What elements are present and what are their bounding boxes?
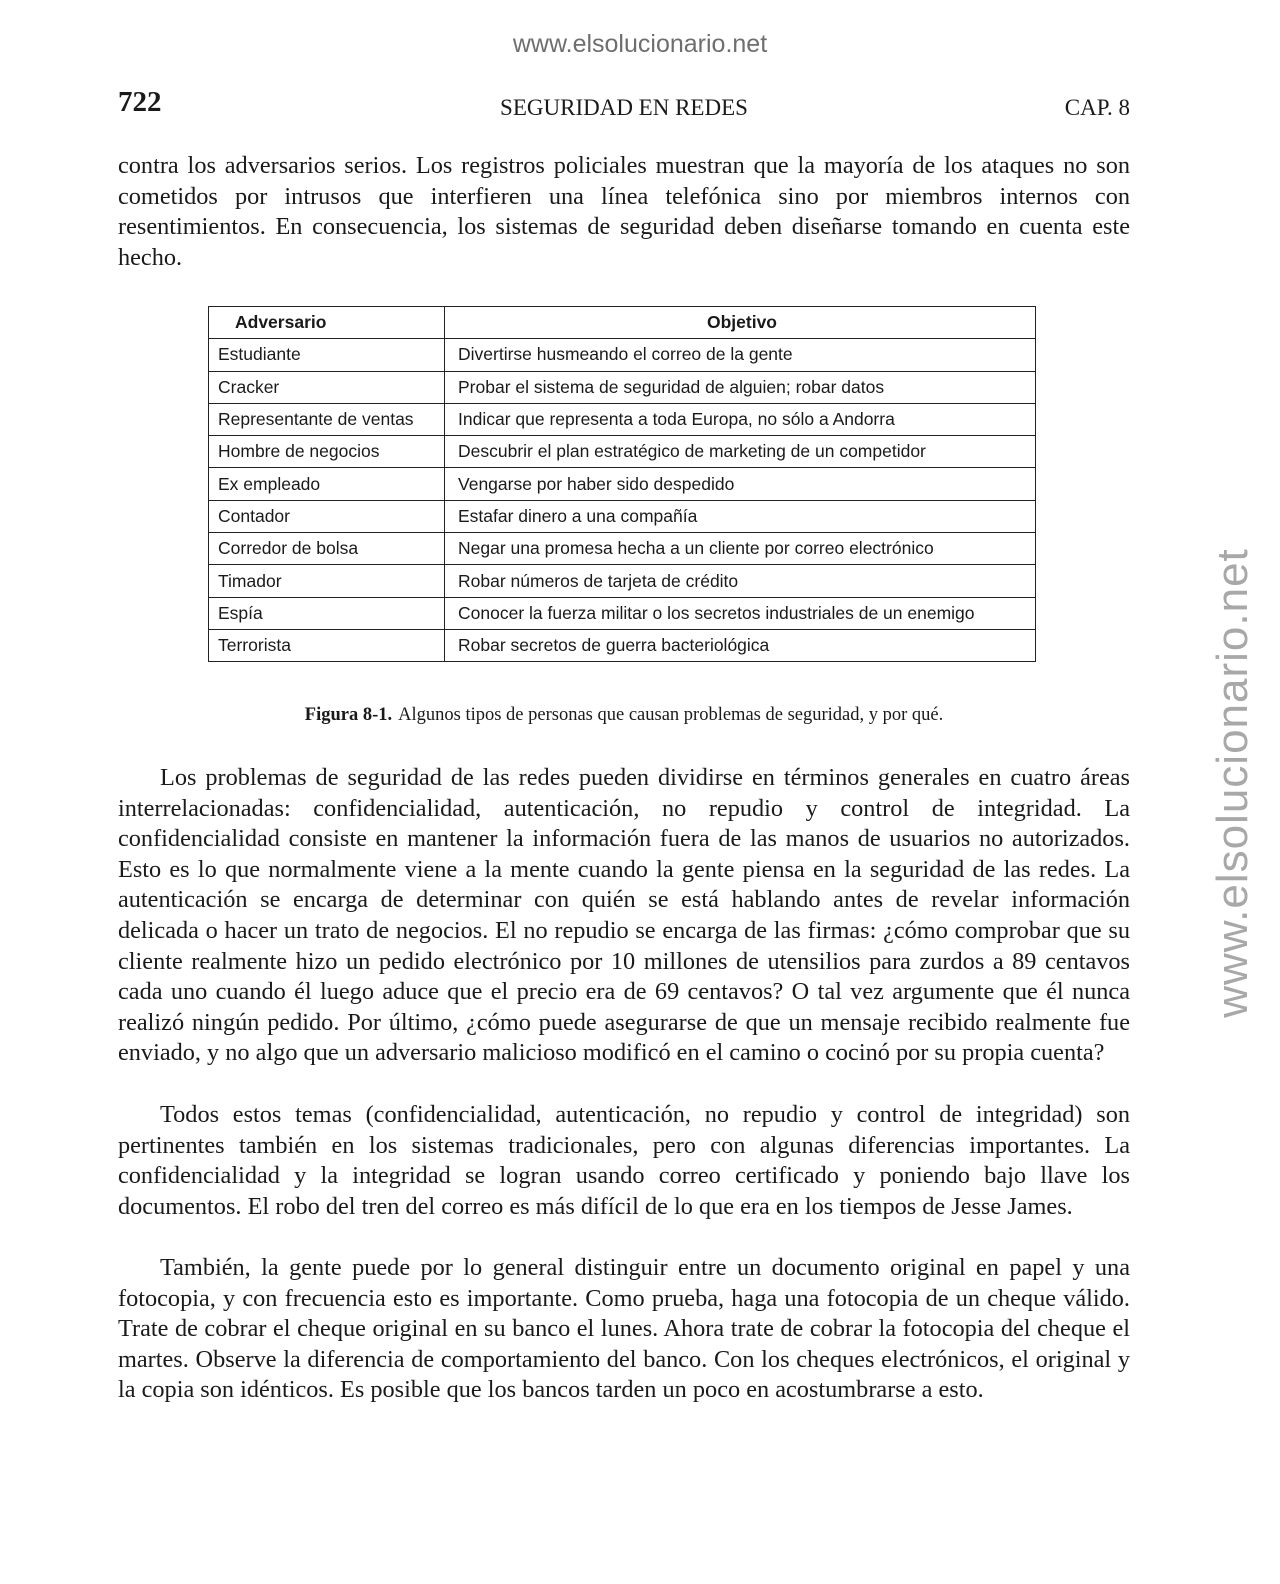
table-cell-adversary: Ex empleado: [209, 468, 445, 500]
table-cell-objective: Robar secretos de guerra bacteriológica: [445, 629, 1036, 661]
paragraph-traditional-systems: Todos estos temas (confidencialidad, autenticación, no repudio y control de integridad) son pertinentes también en los sistemas tradicionales, pero con algunas diferencias importantes. La confidencialidad y la integridad se logran usando correo certificado y poniendo bajo llave los documentos. El robo del tren del correo es más difícil de lo que era en los tiempos de Jesse James.: [118, 1101, 1130, 1220]
table-row: [209, 629, 1036, 661]
table-header-row: [209, 307, 1036, 339]
table-cell-adversary: Terrorista: [209, 629, 445, 661]
watermark-side: www.elsolucionario.net: [1208, 548, 1257, 1018]
table-cell-objective: Probar el sistema de seguridad de alguien; robar datos: [445, 371, 1036, 403]
table-cell-objective: Descubrir el plan estratégico de marketing de un competidor: [445, 436, 1036, 468]
table-row: [209, 339, 1036, 371]
chapter-label: CAP. 8: [1064, 95, 1130, 120]
table-cell-objective: Estafar dinero a una compañía: [445, 500, 1036, 532]
paragraph-intro: contra los adversarios serios. Los registros policiales muestran que la mayoría de los ataques no son cometidos por intrusos que interfieren una línea telefónica sino por miembros internos con resentimientos. En consecuencia, los sistemas de seguridad deben diseñarse tomando en cuenta este hecho.: [118, 152, 1130, 271]
table-row: [209, 565, 1036, 597]
table-cell-objective: Divertirse husmeando el correo de la gente: [445, 339, 1036, 371]
paragraph-original-vs-copy: También, la gente puede por lo general distinguir entre un documento original en papel y una fotocopia, y con frecuencia esto es importante. Como prueba, haga una fotocopia de un cheque válido. Trate de cobrar el cheque original en su banco el lunes. Ahora trate de cobrar la fotocopia del cheque el martes. Observe la diferencia de comportamiento del banco. Con los cheques electrónicos, el original y la copia son idénticos. Es posible que los bancos tarden un poco en acostumbrarse a esto.: [118, 1254, 1130, 1404]
paragraph-security-areas: Los problemas de seguridad de las redes pueden dividirse en términos generales en cuatro áreas interrelacionadas: confidencialidad, autenticación, no repudio y control de integridad. La confidencialidad consiste en mantener la información fuera de las manos de usuarios no autorizados. Esto es lo que normalmente viene a la mente cuando la gente piensa en la seguridad de las redes. La autenticación se encarga de determinar con quién se está hablando antes de revelar información delicada o hacer un trato de negocios. El no repudio se encarga de las firmas: ¿cómo comprobar que su cliente realmente hizo un pedido electrónico por 10 millones de utensilios para zurdos a 89 centavos cada uno cuando él luego aduce que el precio era de 69 centavos? O tal vez argumente que él nunca realizó ningún pedido. Por último, ¿cómo puede asegurarse de que un mensaje recibido realmente fue enviado, y no algo que un adversario malicioso modificó en el camino o cocinó por su propia cuenta?: [118, 764, 1130, 1067]
table-header-adversario: Adversario: [209, 307, 445, 339]
table-cell-objective: Vengarse por haber sido despedido: [445, 468, 1036, 500]
table-cell-objective: Conocer la fuerza militar o los secretos industriales de un enemigo: [445, 597, 1036, 629]
table-cell-adversary: Cracker: [209, 371, 445, 403]
table-cell-adversary: Corredor de bolsa: [209, 533, 445, 565]
table-cell-objective: Negar una promesa hecha a un cliente por correo electrónico: [445, 533, 1036, 565]
table-cell-adversary: Representante de ventas: [209, 403, 445, 435]
figure-caption: [0, 705, 1248, 726]
table-cell-adversary: Estudiante: [209, 339, 445, 371]
table-row: [209, 533, 1036, 565]
table-row: [209, 436, 1036, 468]
table-row: [209, 597, 1036, 629]
table-cell-adversary: Hombre de negocios: [209, 436, 445, 468]
running-title: SEGURIDAD EN REDES: [500, 95, 748, 120]
watermark-top: www.elsolucionario.net: [512, 30, 768, 58]
page-number: 722: [118, 86, 162, 118]
table-row: [209, 468, 1036, 500]
table-cell-adversary: Contador: [209, 500, 445, 532]
table-cell-adversary: Timador: [209, 565, 445, 597]
table-row: [209, 403, 1036, 435]
table-row: [209, 371, 1036, 403]
table-cell-objective: Indicar que representa a toda Europa, no sólo a Andorra: [445, 403, 1036, 435]
adversary-table: [208, 306, 1036, 662]
table-header-objetivo: Objetivo: [445, 307, 1036, 339]
table-cell-objective: Robar números de tarjeta de crédito: [445, 565, 1036, 597]
figure-caption-text: Algunos tipos de personas que causan problemas de seguridad, y por qué.: [398, 705, 944, 725]
figure-caption-label: Figura 8-1.: [304, 705, 393, 725]
table-row: [209, 500, 1036, 532]
table-cell-adversary: Espía: [209, 597, 445, 629]
